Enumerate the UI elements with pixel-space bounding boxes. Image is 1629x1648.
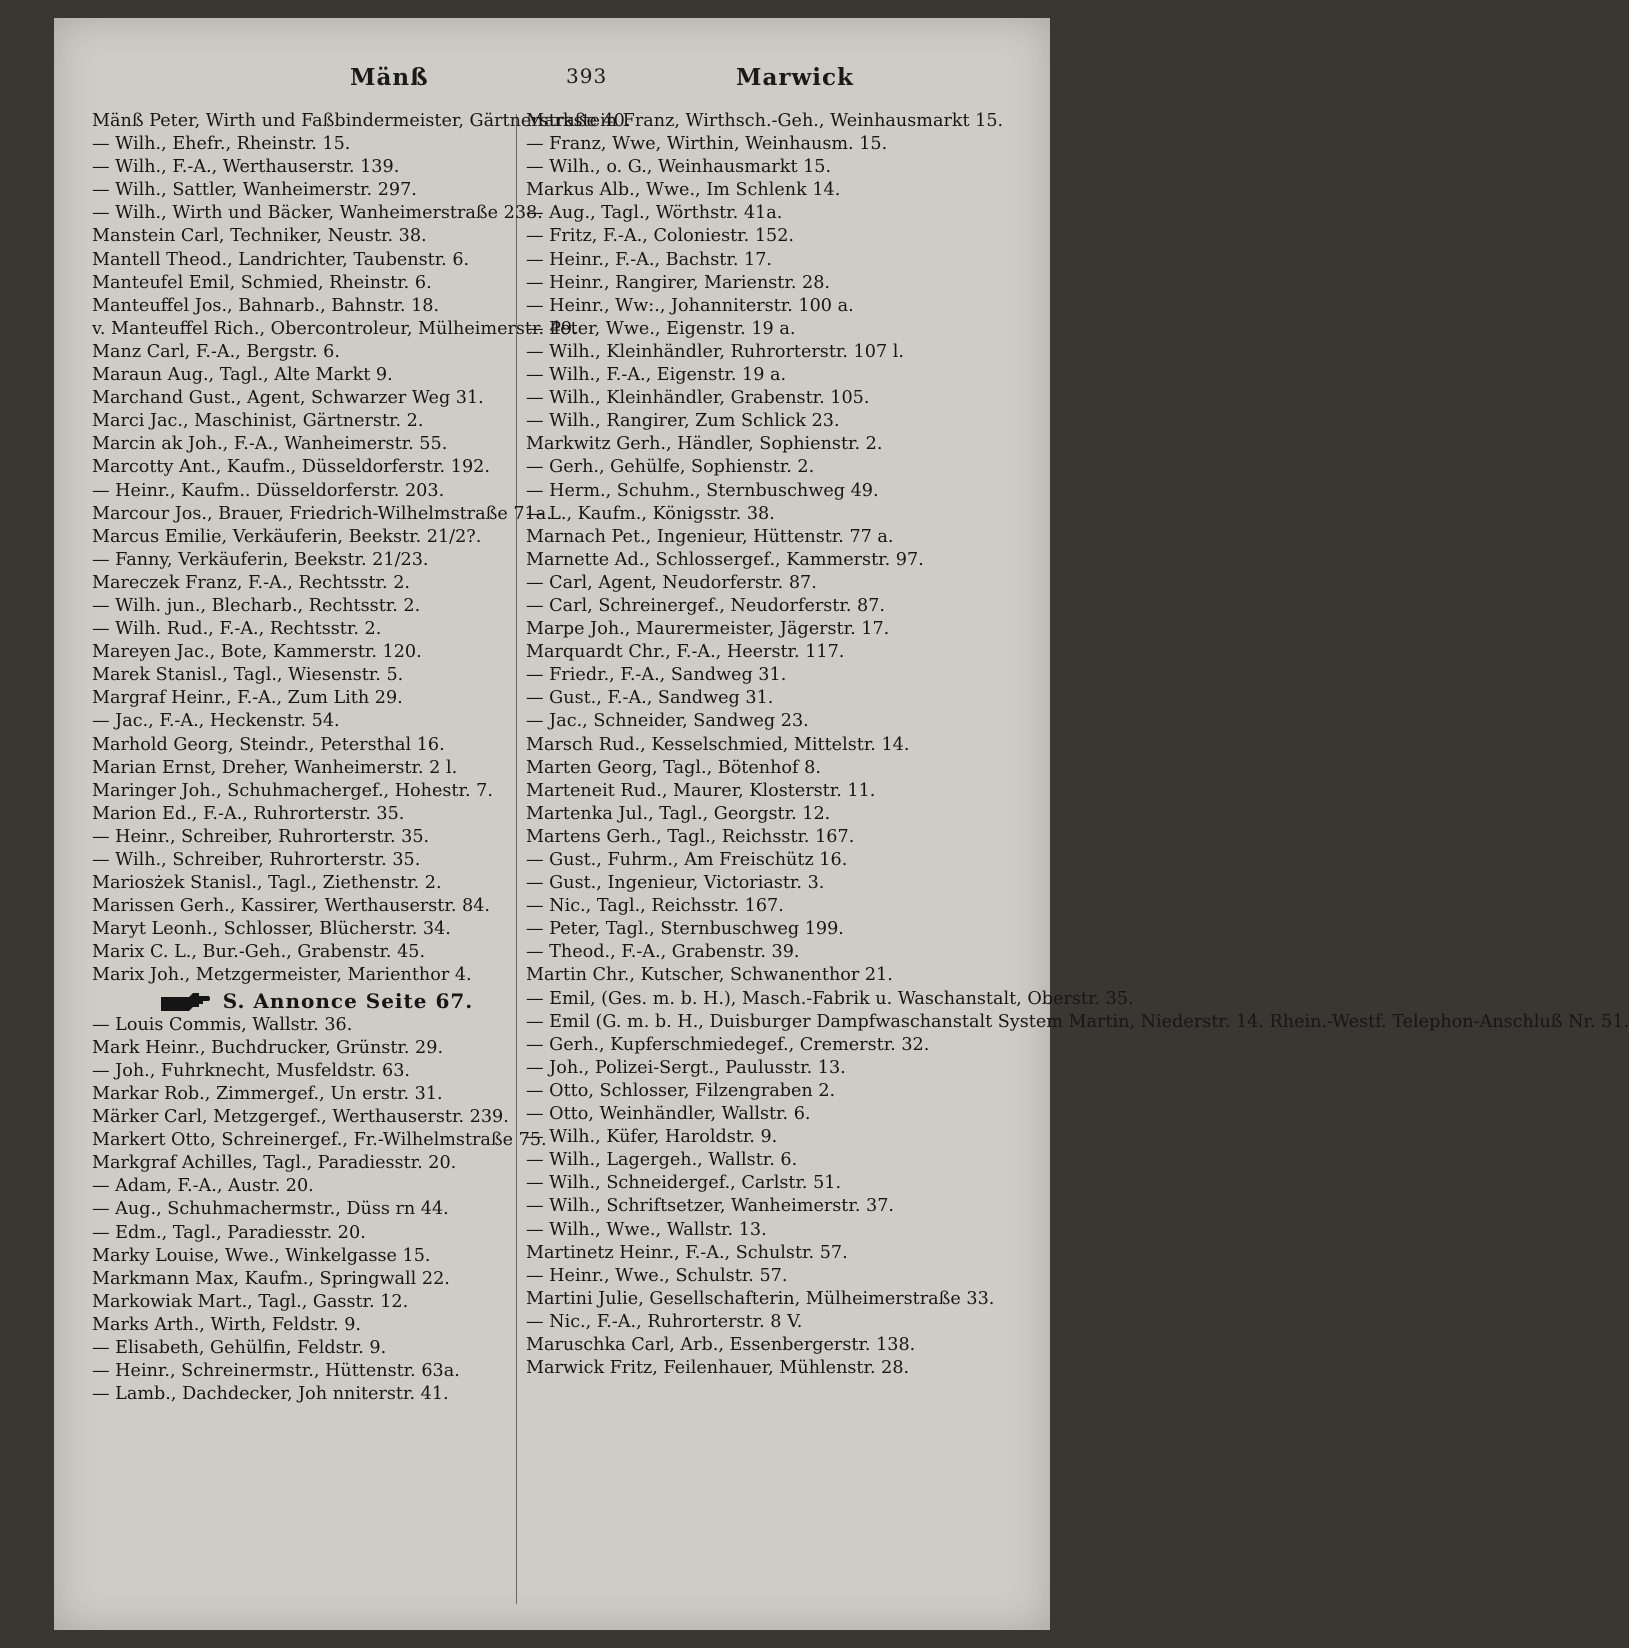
directory-entry: Mantell Theod., Landrichter, Taubenstr. 6. — [92, 249, 470, 270]
directory-entry: — Wilh., Kleinhändler, Grabenstr. 105. — [526, 388, 870, 409]
directory-entry: — Fanny, Verkäuferin, Beekstr. 21/23. — [92, 549, 429, 570]
directory-entry: — Peter, Tagl., Sternbuschweg 199. — [526, 919, 844, 940]
directory-entry: — Wilh., Schneidergef., Carlstr. 51. — [526, 1173, 842, 1194]
directory-entry: Marcus Emilie, Verkäuferin, Beekstr. 21/2?. — [92, 526, 482, 547]
directory-entry: Mänß Peter, Wirth und Faßbindermeister, Gärtnerstraße 40. — [92, 111, 631, 131]
directory-entry: — Aug., Schuhmachermstr., Düss rn 44. — [92, 1199, 449, 1220]
directory-entry: — Heinr., F.-A., Bachstr. 17. — [526, 249, 772, 270]
directory-entry: — Heinr., Ww:., Johanniterstr. 100 a. — [526, 295, 854, 316]
directory-entry: Martenka Jul., Tagl., Georgstr. 12. — [526, 803, 831, 824]
directory-entry: — Nic., F.-A., Ruhrorterstr. 8 V. — [526, 1311, 803, 1332]
directory-entry: Markwitz Gerh., Händler, Sophienstr. 2. — [526, 434, 883, 455]
directory-entry: — Joh., Fuhrknecht, Musfeldstr. 63. — [92, 1060, 410, 1081]
directory-entry: — Friedr., F.-A., Sandweg 31. — [526, 665, 787, 686]
directory-entry: Mark Heinr., Buchdrucker, Grünstr. 29. — [92, 1037, 444, 1058]
directory-entry: Marchand Gust., Agent, Schwarzer Weg 31. — [92, 388, 484, 409]
directory-entry: Maraun Aug., Tagl., Alte Markt 9. — [92, 365, 393, 386]
directory-entry: Markstein Franz, Wirthsch.-Geh., Weinhausmarkt 15. — [526, 111, 1004, 131]
directory-entry: — Aug., Tagl., Wörthstr. 41a. — [526, 203, 783, 224]
directory-entry: — Wilh., Lagergeh., Wallstr. 6. — [526, 1150, 798, 1171]
directory-entry: — Heinr., Rangirer, Marienstr. 28. — [526, 272, 831, 293]
directory-entry: Martinetz Heinr., F.-A., Schulstr. 57. — [526, 1242, 848, 1263]
left-column — [92, 110, 631, 1406]
directory-entry: Martens Gerh., Tagl., Reichsstr. 167. — [526, 826, 855, 847]
directory-entry: Mareyen Jac., Bote, Kammerstr. 120. — [92, 642, 422, 663]
directory-entry: Marissen Gerh., Kassirer, Werthauserstr. 84. — [92, 896, 491, 917]
directory-entry: — Otto, Schlosser, Filzengraben 2. — [526, 1080, 836, 1101]
directory-entry: — Wilh., Küfer, Haroldstr. 9. — [526, 1127, 778, 1148]
annonce-line — [92, 988, 540, 1014]
directory-entry: — Heinr., Schreiber, Ruhrorterstr. 35. — [92, 826, 430, 847]
directory-entry: — Peter, Wwe., Eigenstr. 19 a. — [526, 318, 796, 339]
directory-entry: — Wilh. Rud., F.-A., Rechtsstr. 2. — [92, 619, 382, 640]
directory-entry: Markus Alb., Wwe., Im Schlenk 14. — [526, 180, 841, 201]
directory-entry: — Gust., F.-A., Sandweg 31. — [526, 688, 774, 709]
directory-entry: — Lamb., Dachdecker, Joh nniterstr. 41. — [92, 1384, 449, 1405]
directory-entry: — Wilh., Rangirer, Zum Schlick 23. — [526, 411, 840, 432]
directory-entry: Markar Rob., Zimmergef., Un erstr. 31. — [92, 1083, 443, 1104]
directory-entry: Mariosżek Stanisl., Tagl., Ziethenstr. 2. — [92, 873, 442, 894]
pointing-hand-icon — [159, 995, 211, 1009]
directory-entry: Marix Joh., Metzgermeister, Marienthor 4. — [92, 965, 472, 986]
directory-entry: Marten Georg, Tagl., Bötenhof 8. — [526, 757, 821, 778]
directory-entry: Marion Ed., F.-A., Ruhrorterstr. 35. — [92, 803, 405, 824]
directory-entry: — Carl, Agent, Neudorferstr. 87. — [526, 572, 817, 593]
header-right-keyword: Marwick — [736, 64, 854, 91]
directory-entry: Marcour Jos., Brauer, Friedrich-Wilhelmstraße 71a. — [92, 503, 552, 524]
directory-entry: — Carl, Schreinergef., Neudorferstr. 87. — [526, 595, 886, 616]
page-header — [94, 64, 1020, 100]
directory-entry: Martin Chr., Kutscher, Schwanenthor 21. — [526, 965, 893, 986]
directory-page — [54, 18, 1629, 1630]
directory-entry: — Wilh., o. G., Weinhausmarkt 15. — [526, 157, 832, 178]
directory-entry: — Nic., Tagl., Reichsstr. 167. — [526, 896, 784, 917]
directory-entry: — Louis Commis, Wallstr. 36. — [92, 1014, 353, 1035]
directory-entry: Markowiak Mart., Tagl., Gasstr. 12. — [92, 1291, 409, 1312]
directory-entry: Marnach Pet., Ingenieur, Hüttenstr. 77 a. — [526, 526, 894, 547]
directory-entry: — Otto, Weinhändler, Wallstr. 6. — [526, 1104, 811, 1125]
directory-entry: — Wilh. jun., Blecharb., Rechtsstr. 2. — [92, 595, 421, 616]
directory-entry: — Adam, F.-A., Austr. 20. — [92, 1176, 314, 1197]
directory-entry: Marcin ak Joh., F.-A., Wanheimerstr. 55. — [92, 434, 448, 455]
directory-entry: — Gust., Ingenieur, Victoriastr. 3. — [526, 873, 825, 894]
directory-entry: Manteuffel Jos., Bahnarb., Bahnstr. 18. — [92, 295, 440, 316]
directory-entry: — L., Kaufm., Königsstr. 38. — [526, 503, 775, 524]
directory-entry: Margraf Heinr., F.-A., Zum Lith 29. — [92, 688, 403, 709]
directory-entry: Marix C. L., Bur.-Geh., Grabenstr. 45. — [92, 942, 426, 963]
directory-entry: — Wilh., Wirth und Bäcker, Wanheimerstraße 238. — [92, 203, 543, 224]
directory-entry: — Joh., Polizei-Sergt., Paulusstr. 13. — [526, 1057, 846, 1078]
directory-entry: — Wilh., F.-A., Werthauserstr. 139. — [92, 157, 400, 178]
directory-entry: — Gerh., Gehülfe, Sophienstr. 2. — [526, 457, 815, 478]
directory-entry: — Gerh., Kupferschmiedegef., Cremerstr. 32. — [526, 1034, 930, 1055]
directory-entry: — Wilh., Ehefr., Rheinstr. 15. — [92, 134, 351, 155]
directory-entry: — Jac., F.-A., Heckenstr. 54. — [92, 711, 340, 732]
directory-entry: — Wilh., Schriftsetzer, Wanheimerstr. 37. — [526, 1196, 895, 1217]
directory-entry: Markgraf Achilles, Tagl., Paradiesstr. 20. — [92, 1153, 457, 1174]
directory-entry: Marquardt Chr., F.-A., Heerstr. 117. — [526, 642, 845, 663]
left-entry-list-2 — [92, 1014, 547, 1407]
left-entry-list — [92, 110, 631, 988]
directory-entry: Markmann Max, Kaufm., Springwall 22. — [92, 1268, 450, 1289]
directory-entry: Maringer Joh., Schuhmachergef., Hohestr. 7. — [92, 780, 493, 801]
directory-entry: Marek Stanisl., Tagl., Wiesenstr. 5. — [92, 665, 404, 686]
directory-entry: — Elisabeth, Gehülfin, Feldstr. 9. — [92, 1337, 387, 1358]
directory-entry: Manstein Carl, Techniker, Neustr. 38. — [92, 226, 427, 247]
directory-entry: — Gust., Fuhrm., Am Freischütz 16. — [526, 850, 848, 870]
directory-entry: Marci Jac., Maschinist, Gärtnerstr. 2. — [92, 411, 424, 432]
directory-entry: Manz Carl, F.-A., Bergstr. 6. — [92, 341, 340, 362]
directory-entry: Maryt Leonh., Schlosser, Blücherstr. 34. — [92, 919, 451, 940]
directory-entry: — Emil, (Ges. m. b. H.), Masch.-Fabrik u. Waschanstalt, Oberstr. 35. — [526, 988, 1134, 1009]
directory-entry: Marsch Rud., Kesselschmied, Mittelstr. 14. — [526, 734, 910, 755]
directory-entry: v. Manteuffel Rich., Obercontroleur, Mülheimerstr. 49. — [92, 318, 578, 339]
annonce-text: S. Annonce Seite 67. — [222, 988, 474, 1013]
directory-entry: Maruschka Carl, Arb., Essenbergerstr. 138. — [526, 1334, 916, 1355]
directory-entry: Martini Julie, Gesellschafterin, Mülheimerstraße 33. — [526, 1288, 995, 1309]
directory-entry: Mareczek Franz, F.-A., Rechtsstr. 2. — [92, 572, 410, 593]
directory-entry: Manteufel Emil, Schmied, Rheinstr. 6. — [92, 272, 432, 293]
header-left-keyword: Mänß — [350, 64, 429, 91]
directory-entry: Marks Arth., Wirth, Feldstr. 9. — [92, 1314, 361, 1335]
directory-entry: — Wilh., F.-A., Eigenstr. 19 a. — [526, 365, 787, 386]
directory-entry: Marnette Ad., Schlossergef., Kammerstr. 97. — [526, 549, 924, 570]
directory-entry: Märker Carl, Metzgergef., Werthauserstr. 239. — [92, 1107, 509, 1128]
directory-entry: Marwick Fritz, Feilenhauer, Mühlenstr. 28. — [526, 1358, 910, 1379]
directory-entry: — Emil (G. m. b. H., Duisburger Dampfwaschanstalt System Martin, Niederstr. 14. Rhein.-Westf. Telephon-Anschluß Nr. 51. — [526, 1011, 1629, 1032]
directory-entry: Markert Otto, Schreinergef., Fr.-Wilhelmstraße 75. — [92, 1130, 547, 1151]
directory-entry: — Wilh., Kleinhändler, Ruhrorterstr. 107 l. — [526, 341, 904, 362]
directory-entry: Marky Louise, Wwe., Winkelgasse 15. — [92, 1245, 431, 1266]
directory-entry: — Heinr., Schreinermstr., Hüttenstr. 63a. — [92, 1361, 460, 1382]
directory-entry: Marcotty Ant., Kaufm., Düsseldorferstr. 192. — [92, 457, 490, 478]
directory-entry: — Edm., Tagl., Paradiesstr. 20. — [92, 1222, 366, 1243]
directory-entry: Marteneit Rud., Maurer, Klosterstr. 11. — [526, 780, 876, 801]
directory-entry: Marian Ernst, Dreher, Wanheimerstr. 2 l. — [92, 757, 458, 778]
page-number: 393 — [566, 64, 608, 88]
directory-entry: — Herm., Schuhm., Sternbuschweg 49. — [526, 480, 879, 501]
directory-entry: Marpe Joh., Maurermeister, Jägerstr. 17. — [526, 619, 890, 640]
directory-entry: — Heinr., Kaufm.. Düsseldorferstr. 203. — [92, 480, 445, 501]
directory-entry: Marhold Georg, Steindr., Petersthal 16. — [92, 734, 445, 755]
directory-entry: — Fritz, F.-A., Coloniestr. 152. — [526, 226, 795, 247]
directory-entry: — Wilh., Wwe., Wallstr. 13. — [526, 1219, 767, 1240]
directory-entry: — Heinr., Wwe., Schulstr. 57. — [526, 1265, 788, 1286]
directory-entry: — Theod., F.-A., Grabenstr. 39. — [526, 942, 800, 963]
right-column — [526, 110, 1629, 1380]
directory-entry: — Wilh., Schreiber, Ruhrorterstr. 35. — [92, 850, 421, 870]
right-entry-list — [526, 110, 1629, 1380]
directory-entry: — Franz, Wwe, Wirthin, Weinhausm. 15. — [526, 134, 888, 155]
directory-entry: — Jac., Schneider, Sandweg 23. — [526, 711, 809, 732]
directory-entry: — Wilh., Sattler, Wanheimerstr. 297. — [92, 180, 417, 201]
